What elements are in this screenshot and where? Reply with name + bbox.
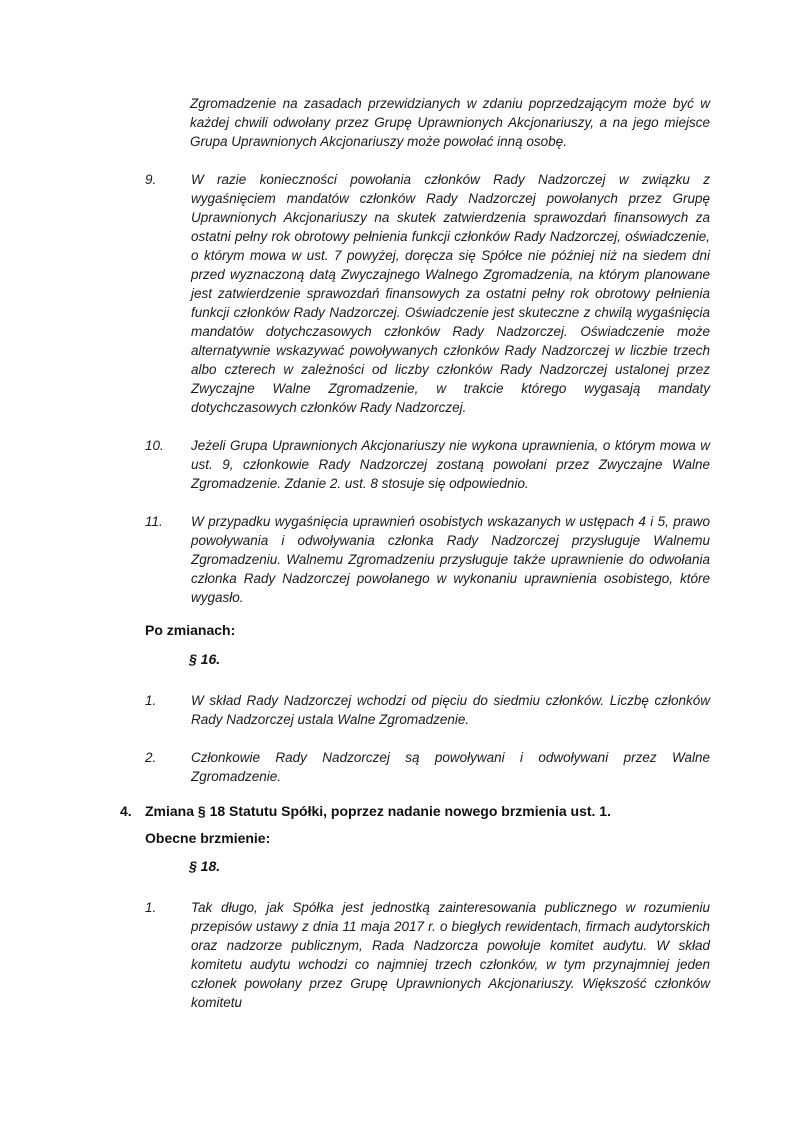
numbered-paragraph-11 [145,512,710,607]
list-number: 9. [145,172,157,187]
section-mark-18: § 18. [189,858,221,874]
outline-heading-4 [120,802,712,821]
list-number: 1. [145,693,157,708]
outline-number: 4. [120,803,132,819]
list-number: 1. [145,900,157,915]
outline-heading-text: Zmiana § 18 Statutu Spółki, poprzez nadanie nowego brzmienia ust. 1. [145,803,611,819]
list-number: 10. [145,438,164,453]
section-mark-16: § 16. [189,651,221,667]
paragraph-text: Zgromadzenie na zasadach przewidzianych w zdaniu poprzedzającym może być w każdej chwili odwołany przez Grupę Uprawnionych Akcjonariuszy, a na jego miejsce Grupa Uprawnionych Akcjonariuszy może powołać inną osobę. [190,96,710,149]
numbered-paragraph-9 [145,170,710,417]
list-number: 2. [145,750,157,765]
paragraph-text: W razie konieczności powołania członków Rady Nadzorczej w związku z wygaśnięciem mandatów członków Rady Nadzorczej powołanych przez Grupę Uprawnionych Akcjonariuszy na skutek zatwierdzenia sprawozdań finansowych za ostatni pełny rok obrotowy pełnienia funkcji członków Rady Nadzorczej, oświadczenie, o którym mowa w ust. 7 powyżej, doręcza się Spółce nie później niż na siedem dni przed wyznaczoną datą Zwyczajnego Walnego Zgromadzenia, na którym planowane jest zatwierdzenie sprawozdań finansowych za ostatni pełny rok obrotowy pełnienia funkcji członków Rady Nadzorczej. Oświadczenie jest skuteczne z chwilą wygaśnięcia mandatów dotychczasowych członków Rady Nadzorczej. Oświadczenie może alternatywnie wskazywać powoływanych członków Rady Nadzorczej w liczbie trzech albo czterech w zależności od liczby członków Rady Nadzorczej ustalonej przez Zwyczajne Walne Zgromadzenie, w trakcie którego wygasają mandaty dotychczasowych członków Rady Nadzorczej. [191,172,710,415]
heading-obecne-brzmienie: Obecne brzmienie: [145,830,271,846]
paragraph-text: Jeżeli Grupa Uprawnionych Akcjonariuszy nie wykona uprawnienia, o którym mowa w ust. 9, członkowie Rady Nadzorczej zostaną powołani przez Zwyczajne Walne Zgromadzenie. Zdanie 2. ust. 8 stosuje się odpowiednio. [191,438,710,491]
numbered-paragraph-18-1 [145,898,710,1012]
paragraph-text: W przypadku wygaśnięcia uprawnień osobistych wskazanych w ustępach 4 i 5, prawo powoływania i odwoływania członka Rady Nadzorczej przysługuje Walnemu Zgromadzeniu. Walnemu Zgromadzeniu przysługuje także uprawnienie do odwołania członka Rady Nadzorczej powołanego w wykonaniu uprawnienia osobistego, które wygasło. [191,514,710,605]
numbered-paragraph-1 [145,691,710,729]
paragraph-text: Członkowie Rady Nadzorczej są powoływani i odwoływani przez Walne Zgromadzenie. [191,750,710,784]
paragraph-text: W skład Rady Nadzorczej wchodzi od pięciu do siedmiu członków. Liczbę członków Rady Nadzorczej ustala Walne Zgromadzenie. [191,693,710,727]
paragraph-text: Tak długo, jak Spółka jest jednostką zainteresowania publicznego w rozumieniu przepisów ustawy z dnia 11 maja 2017 r. o biegłych rewidentach, firmach audytorskich oraz nadzorze publicznym, Rada Nadzorcza powołuje komitet audytu. W skład komitetu audytu wchodzi co najmniej trzech członków, w tym przynajmniej jeden członek powołany przez Grupę Uprawnionych Akcjonariuszy. Większość członków komitetu [191,900,710,1010]
numbered-paragraph-10 [145,436,710,493]
numbered-paragraph-2 [145,748,710,786]
list-number: 11. [145,514,163,529]
paragraph-continuation [190,94,710,151]
heading-po-zmianach: Po zmianach: [145,622,236,638]
